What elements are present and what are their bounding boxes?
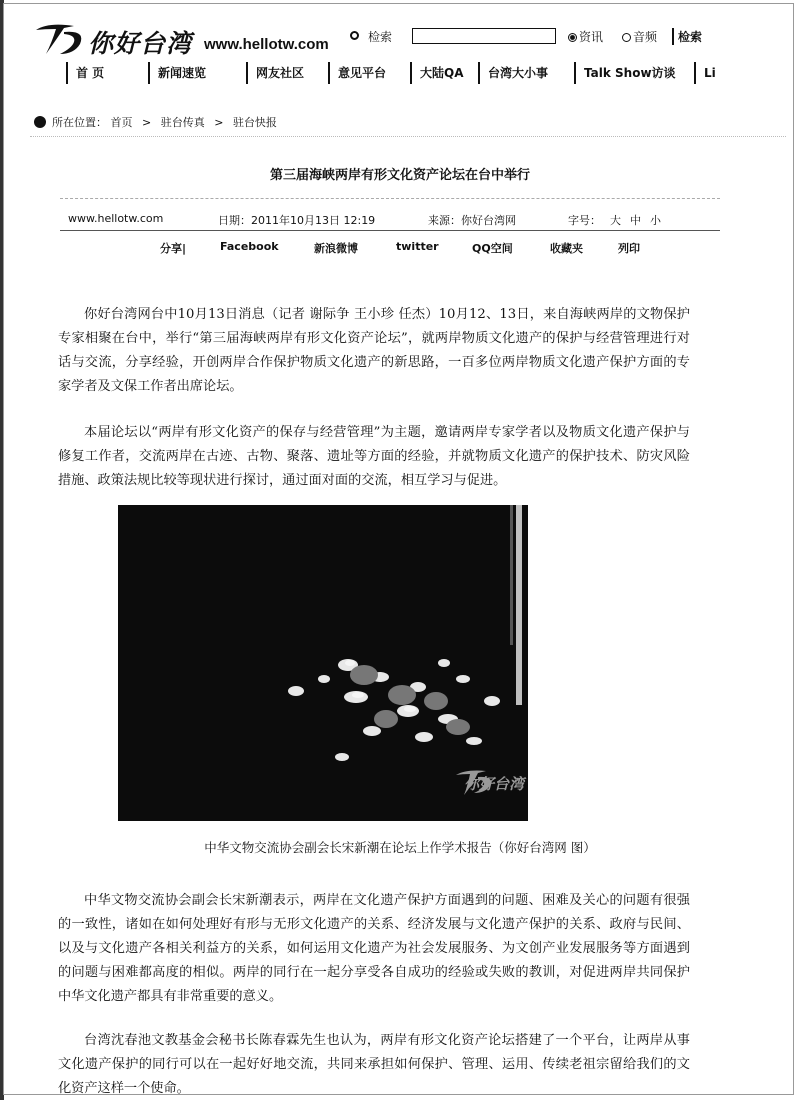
search-icon	[350, 31, 359, 40]
breadcrumb-section[interactable]: 驻台传真	[160, 116, 205, 129]
breadcrumb-current[interactable]: 驻台快报	[232, 116, 277, 129]
share-favorites[interactable]: 收藏夹	[550, 242, 583, 255]
article-title: 第三届海峡两岸有形文化资产论坛在台中举行	[269, 168, 530, 183]
site-domain: www.hellotw.com	[204, 36, 329, 53]
location-icon	[34, 116, 46, 128]
font-size-medium[interactable]: 中	[630, 214, 641, 227]
font-size-small[interactable]: 小	[650, 214, 661, 227]
meta-date: 日期：2011年10月13日 12:19	[218, 214, 376, 227]
divider	[60, 198, 720, 199]
nav-qa[interactable]: 大陆QA	[410, 62, 464, 84]
radio-audio[interactable]	[622, 28, 657, 45]
radio-unselected-icon	[622, 33, 631, 42]
article-paragraph: 本届论坛以“两岸有形文化资产的保存与经营管理”为主题，邀请两岸专家学者以及物质文化遗产保护与修复工作者，交流两岸在古迹、古物、聚落、遗址等方面的经验，并就物质文化遗产的保护技术、防灾风险措施、政策法规比较等现状进行探讨，通过面对面的交流，相互学习与促进。	[58, 425, 690, 489]
divider	[60, 230, 720, 231]
nav-home[interactable]: 首 页	[66, 62, 104, 84]
nav-feedback[interactable]: 意见平台	[328, 62, 386, 84]
radio-audio-label: 音频	[633, 30, 658, 44]
site-logo[interactable]	[34, 20, 204, 60]
meta-font-size-label: 字号：	[568, 214, 601, 227]
photo-caption: 中华文物交流协会副会长宋新潮在论坛上作学术报告（你好台湾网 图）	[204, 840, 596, 855]
article-photo	[118, 505, 528, 821]
share-print[interactable]: 列印	[618, 242, 640, 255]
share-weibo[interactable]: 新浪微博	[314, 242, 358, 255]
divider	[30, 136, 786, 137]
logo-mark-icon	[34, 20, 90, 60]
radio-news[interactable]	[568, 28, 603, 45]
logo-text: 你好台湾	[88, 29, 193, 58]
nav-community[interactable]: 网友社区	[246, 62, 304, 84]
photo-watermark: 你好台湾	[463, 775, 525, 793]
main-nav	[66, 62, 800, 84]
article-paragraph: 你好台湾网台中10月13日消息（记者 谢际争 王小珍 任杰）10月12、13日，来自海峡两岸的文物保护专家相聚在台中，举行“第三届海峡两岸有形文化资产论坛”，就两岸物质文化遗产的保护与经营管理进行对话与交流，分享经验，开创两岸合作保护物质文化遗产的新思路，一百多位两岸物质文化遗产保护方面的专家学者及文保工作者出席论坛。	[58, 307, 690, 395]
share-qzone[interactable]: QQ空间	[472, 242, 513, 255]
meta-source: 来源：你好台湾网	[428, 214, 516, 227]
nav-taiwan-events[interactable]: 台湾大小事	[478, 62, 548, 84]
share-facebook[interactable]: Facebook	[220, 240, 279, 253]
breadcrumb-home[interactable]: 首页	[110, 116, 133, 129]
breadcrumb-separator: >	[142, 116, 152, 129]
nav-news[interactable]: 新闻速览	[148, 62, 206, 84]
breadcrumb-label: 所在位置：	[52, 116, 107, 129]
share-twitter[interactable]: twitter	[396, 240, 439, 253]
breadcrumb-separator: >	[214, 116, 224, 129]
search-button[interactable]: 检索	[672, 28, 702, 45]
nav-more[interactable]: Li	[694, 62, 716, 84]
search-label: 检索	[368, 30, 393, 44]
article-paragraph: 中华文物交流协会副会长宋新潮表示，两岸在文化遗产保护方面遇到的问题、困难及关心的问题有很强的一致性，诸如在如何处理好有形与无形文化遗产的关系、经济发展与文化遗产保护的关系、政府与民间、以及与文化遗产各相关利益方的关系，如何运用文化遗产为社会发展服务、为文创产业发展服务等方面遇到的问题与困难都高度的相似。两岸的同行在一起分享受各自成功的经验或失败的教训，对促进两岸共同保护中华文化遗产都具有非常重要的意义。	[58, 893, 690, 1005]
article-paragraph: 台湾沈春池文教基金会秘书长陈春霖先生也认为，两岸有形文化资产论坛搭建了一个平台，让两岸从事文化遗产保护的同行可以在一起好好地交流，共同来承担如何保护、管理、运用、传续老祖宗留给我们的文化资产这样一个使命。	[58, 1033, 690, 1097]
nav-talk-show[interactable]: Talk Show访谈	[574, 62, 676, 84]
font-size-large[interactable]: 大	[610, 214, 621, 227]
share-label: 分享|	[160, 242, 187, 255]
meta-site: www.hellotw.com	[68, 212, 164, 225]
search-input[interactable]	[412, 28, 556, 44]
radio-selected-icon	[568, 33, 577, 42]
radio-news-label: 资讯	[579, 30, 604, 44]
breadcrumb	[34, 114, 277, 130]
